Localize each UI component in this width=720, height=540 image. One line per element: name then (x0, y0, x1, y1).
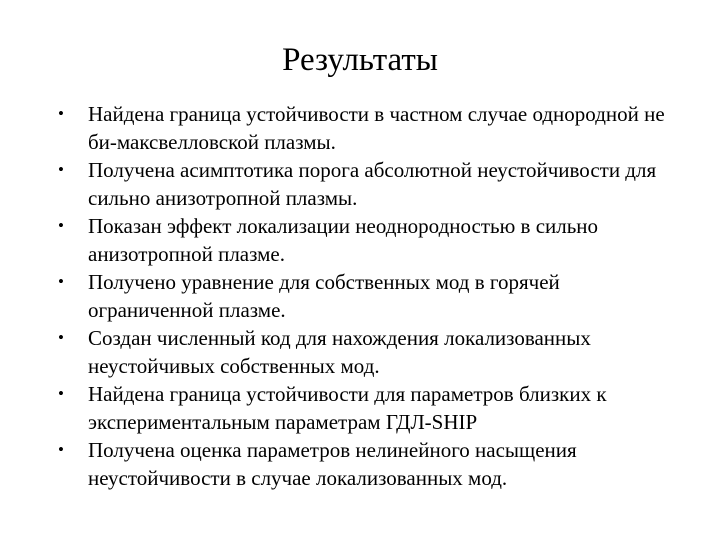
bullet-dot-icon: • (58, 328, 64, 347)
bullet-dot-icon: • (58, 272, 64, 291)
bullet-text: Показан эффект локализации неоднородностью в сильно анизотропной плазме. (88, 214, 599, 266)
bullet-text: Создан численный код для нахождения локализованных неустойчивых собственных мод. (88, 326, 591, 378)
bullet-item (56, 268, 676, 324)
bullet-text: Получена асимптотика порога абсолютной неустойчивости для сильно анизотропной плазмы. (88, 158, 657, 210)
bullet-dot-icon: • (58, 440, 64, 459)
slide-title: Результаты (282, 42, 438, 78)
bullet-item (56, 100, 676, 156)
bullet-list (56, 100, 676, 492)
bullet-text: Получена оценка параметров нелинейного насыщения неустойчивости в случае локализованных мод. (88, 438, 577, 490)
bullet-dot-icon: • (58, 384, 64, 403)
bullet-dot-icon: • (58, 216, 64, 235)
bullet-text: Найдена граница устойчивости для параметров близких к экспериментальным параметрам ГДЛ-SHIP (88, 382, 607, 434)
bullet-item (56, 380, 676, 436)
bullet-item (56, 212, 676, 268)
bullet-dot-icon: • (58, 160, 64, 179)
bullet-dot-icon: • (58, 104, 64, 123)
bullet-item (56, 156, 676, 212)
bullet-text: Найдена граница устойчивости в частном случае однородной не би-максвелловской плазмы. (88, 102, 665, 154)
bullet-item (56, 324, 676, 380)
bullet-item (56, 436, 676, 492)
bullet-text: Получено уравнение для собственных мод в горячей ограниченной плазме. (88, 270, 560, 322)
